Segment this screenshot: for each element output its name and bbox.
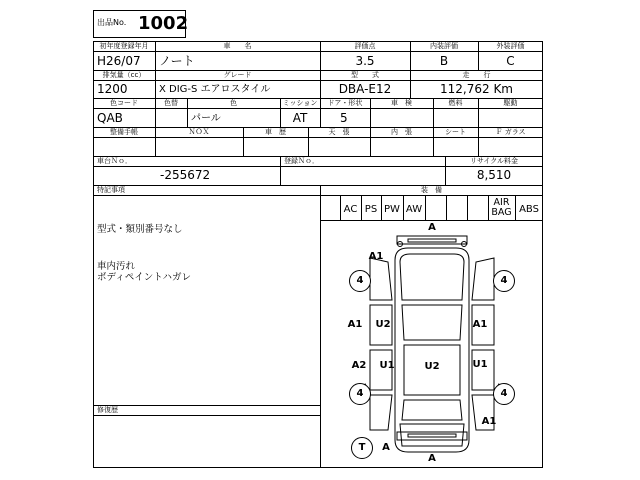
mark-right-front-door: A1: [472, 319, 488, 330]
note-line-1: 型式・類別番号なし: [97, 224, 183, 235]
equip-aw: AW: [405, 204, 423, 215]
exterior-value: C: [506, 54, 515, 68]
mark-left-front-door: A1: [347, 319, 363, 330]
lot-number-value: 1002: [138, 13, 189, 34]
reg-no-label: 登録Ｎｏ．: [284, 157, 319, 165]
score-label: 評価点: [354, 42, 376, 50]
year-reg-value: H26/07: [97, 54, 141, 68]
mark-roof: U2: [424, 361, 440, 372]
recycle-value: 8,510: [476, 168, 512, 182]
wheel-rl-mark: 4: [349, 383, 371, 405]
mark-front-left-corner: A1: [368, 251, 384, 262]
equip-abs: ABS: [519, 204, 539, 215]
mark-left-rear-inner: U1: [379, 360, 395, 371]
doors-label: ドア・形状: [327, 99, 363, 107]
interior-trim-label: 内 張: [391, 128, 412, 136]
grade-label: グレード: [223, 71, 252, 79]
note-line-3: ボディペイントハガレ: [97, 272, 192, 283]
wheel-rr-mark: 4: [493, 383, 515, 405]
f-glass-label: Ｆ ガラス: [495, 128, 526, 136]
model-value: DBA-E12: [338, 82, 392, 96]
equip-pw: PW: [384, 204, 400, 215]
mark-rear-right-corner: A1: [481, 416, 497, 427]
mileage-value: 112,762 Km: [440, 82, 513, 96]
mileage-label: 走 行: [462, 71, 491, 79]
color-value: パール: [191, 113, 221, 124]
repair-history-label: 修復歴: [97, 406, 118, 414]
color-swap-label: 色替: [164, 99, 178, 107]
mark-top-bumper: A: [428, 222, 436, 233]
color-label: 色: [230, 99, 237, 107]
car-diagram: [320, 220, 543, 468]
transmission-value: AT: [292, 111, 308, 125]
wheel-fr-mark: 4: [493, 270, 515, 292]
displacement-label: 排気量（cc）: [102, 71, 146, 79]
interior-label: 内装評価: [430, 42, 458, 50]
displacement-value: 1200: [97, 82, 128, 96]
mark-left-rear-door: A2: [351, 360, 367, 371]
interior-value: B: [439, 54, 449, 68]
history-label: 車 歴: [265, 128, 286, 136]
inspection-label: 車 検: [391, 99, 412, 107]
color-code-value: QAB: [97, 111, 123, 125]
mark-bottom-bumper: A: [428, 453, 436, 464]
tire-mark: T: [351, 437, 373, 459]
lot-number-label: 出品No.: [97, 18, 127, 27]
mark-right-rear: U1: [472, 359, 488, 370]
sunroof-label: 天 張: [328, 128, 350, 136]
equip-airbag: AIR BAG: [491, 197, 512, 218]
special-notes-label: 特記事項: [97, 186, 125, 194]
year-reg-label: 初年度登録年月: [99, 42, 149, 50]
maintenance-label: 整備手帳: [110, 128, 138, 136]
note-line-2: 車内汚れ: [97, 261, 136, 272]
equipment-label: 装 備: [421, 186, 442, 194]
nox-label: ＮＯＸ: [188, 128, 210, 136]
fuel-label: 燃料: [448, 99, 463, 107]
car-name-label: 車 名: [223, 42, 252, 50]
transmission-label: ミッション: [282, 99, 318, 107]
chassis-value: -255672: [160, 168, 211, 182]
drive-label: 駆動: [503, 99, 518, 107]
model-label: 型 式: [351, 71, 379, 79]
grade-value: X DIG-S エアロスタイル: [159, 84, 271, 95]
mark-rear-left: A: [382, 442, 390, 453]
score-value: 3.5: [355, 54, 375, 68]
mark-hood-left: U2: [375, 319, 391, 330]
car-name-value: ノート: [159, 54, 195, 68]
exterior-label: 外装評価: [496, 42, 525, 50]
equip-ps: PS: [364, 204, 378, 215]
recycle-label: リサイクル料金: [469, 157, 519, 165]
chassis-label: 車台Ｎｏ．: [97, 157, 132, 165]
color-code-label: 色コード: [110, 99, 138, 107]
equip-ac: AC: [343, 204, 358, 215]
seat-label: シート: [445, 128, 466, 136]
wheel-fl-mark: 4: [349, 270, 371, 292]
doors-value: 5: [340, 111, 348, 125]
